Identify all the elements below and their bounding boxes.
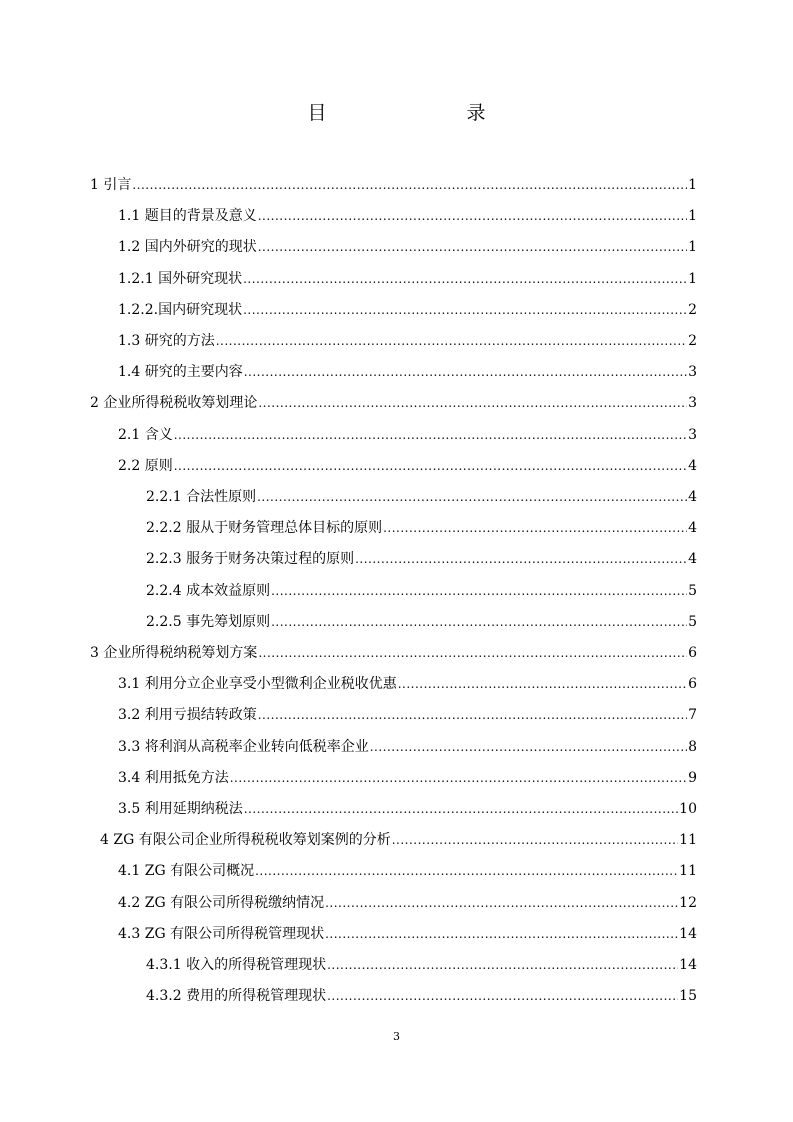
toc-entry-label: 3.4 利用抵免方法 xyxy=(118,769,229,786)
toc-leader-dots xyxy=(132,176,687,194)
toc-entry-page: 14 xyxy=(679,957,697,973)
toc-leader-dots xyxy=(257,488,687,506)
toc-entry[interactable] xyxy=(118,792,697,818)
toc-entry-label: 1.1 题目的背景及意义 xyxy=(118,208,257,225)
toc-leader-dots xyxy=(255,862,678,880)
toc-entry-label: 3.5 利用延期纳税法 xyxy=(118,801,243,817)
toc-leader-dots xyxy=(258,207,687,225)
toc-entry-label: 3.3 将利润从高税率企业转向低税率企业 xyxy=(118,738,369,755)
toc-entry[interactable] xyxy=(118,262,697,288)
toc-entry-page: 8 xyxy=(688,738,697,755)
toc-entry[interactable] xyxy=(146,542,697,568)
toc-entry-page: 12 xyxy=(679,894,697,911)
toc-entry-label: 1.4 研究的主要内容 xyxy=(118,364,243,381)
toc-leader-dots xyxy=(244,800,678,818)
toc-entry-page: 6 xyxy=(688,676,697,693)
toc-entry-label: 4.2 ZG 有限公司所得税缴纳情况 xyxy=(118,894,325,911)
toc-entry[interactable] xyxy=(118,886,697,912)
toc-leader-dots xyxy=(258,706,687,724)
toc-entry-label: 4.3.1 收入的所得税管理现状 xyxy=(146,957,327,973)
toc-entry[interactable] xyxy=(118,917,697,943)
toc-entry-page: 4 xyxy=(688,489,697,505)
toc-entry-page: 5 xyxy=(688,613,697,630)
toc-leader-dots xyxy=(230,769,687,787)
toc-entry[interactable] xyxy=(118,698,697,724)
toc-leader-dots xyxy=(392,831,678,849)
toc-leader-dots xyxy=(258,238,687,256)
page-number: 3 xyxy=(393,1030,400,1043)
toc-leader-dots xyxy=(398,675,687,693)
toc-entry[interactable] xyxy=(90,168,697,194)
toc-entry-page: 1 xyxy=(688,177,697,193)
toc-entry-page: 5 xyxy=(688,582,697,599)
toc-entry[interactable] xyxy=(146,511,697,537)
toc-leader-dots xyxy=(258,394,687,412)
toc-leader-dots xyxy=(325,925,678,943)
toc-entry[interactable] xyxy=(146,948,697,974)
toc-entry-label: 2.2 原则 xyxy=(118,457,173,474)
toc-leader-dots xyxy=(271,582,687,600)
toc-entry[interactable] xyxy=(118,667,697,693)
toc-leader-dots xyxy=(244,363,687,381)
toc-entry[interactable] xyxy=(118,449,697,475)
toc-entry-page: 2 xyxy=(688,301,697,318)
toc-leader-dots xyxy=(327,956,678,974)
toc-entry-label: 1.3 研究的方法 xyxy=(118,333,215,349)
toc-entry-label: 4 ZG 有限公司企业所得税税收筹划案例的分析 xyxy=(100,832,391,849)
toc-entry-label: 2.2.1 合法性原则 xyxy=(146,489,257,505)
toc-entry[interactable] xyxy=(118,761,697,787)
toc-entry-page: 2 xyxy=(688,333,697,349)
toc-entry[interactable] xyxy=(146,574,697,600)
toc-entry-page: 9 xyxy=(688,769,697,786)
toc-entry[interactable] xyxy=(90,636,697,662)
toc-entry-label: 2.1 含义 xyxy=(118,426,173,443)
toc-entry[interactable] xyxy=(118,355,697,381)
toc-entry-label: 4.3 ZG 有限公司所得税管理现状 xyxy=(118,925,325,942)
toc-entry-page: 1 xyxy=(688,239,697,256)
toc-entry-page: 1 xyxy=(688,270,697,287)
toc-leader-dots xyxy=(327,987,678,1005)
toc-leader-dots xyxy=(216,332,687,350)
toc-entry-page: 1 xyxy=(688,208,697,225)
toc-entry-label: 2 企业所得税税收筹划理论 xyxy=(90,395,258,412)
toc-entry-label: 3.1 利用分立企业享受小型微利企业税收优惠 xyxy=(118,676,397,693)
toc-leader-dots xyxy=(243,270,687,288)
toc-entry-page: 3 xyxy=(688,395,697,412)
toc-entry-page: 11 xyxy=(679,832,697,849)
toc-leader-dots xyxy=(174,457,687,475)
toc-entry-page: 10 xyxy=(679,801,697,817)
toc-entry-page: 6 xyxy=(688,645,697,661)
toc-entry-page: 3 xyxy=(688,426,697,443)
toc-entry-label: 1.2.1 国外研究现状 xyxy=(118,270,243,287)
toc-entry[interactable] xyxy=(146,480,697,506)
toc-entry-label: 2.2.2 服从于财务管理总体目标的原则 xyxy=(146,520,383,537)
toc-entry-label: 1.2.2.国内研究现状 xyxy=(118,301,243,318)
toc-entry[interactable] xyxy=(118,199,697,225)
toc-entry[interactable] xyxy=(118,293,697,319)
toc-entry-label: 1.2 国内外研究的现状 xyxy=(118,239,257,256)
toc-entry-page: 15 xyxy=(679,988,697,1005)
toc-leader-dots xyxy=(355,550,687,568)
toc-entry[interactable] xyxy=(146,605,697,631)
toc-entry[interactable] xyxy=(118,324,697,350)
toc-entry[interactable] xyxy=(118,418,697,444)
toc-entry[interactable] xyxy=(146,979,697,1005)
toc-entry-page: 3 xyxy=(688,364,697,381)
toc-leader-dots xyxy=(383,519,687,537)
toc-entry-label: 3 企业所得税纳税筹划方案 xyxy=(90,645,258,661)
toc-entry-label: 2.2.5 事先筹划原则 xyxy=(146,613,271,630)
toc-entry[interactable] xyxy=(118,730,697,756)
toc-entry-label: 4.3.2 费用的所得税管理现状 xyxy=(146,988,327,1005)
toc-title: 目 录 xyxy=(307,102,520,124)
toc-entry-label: 4.1 ZG 有限公司概况 xyxy=(118,863,255,880)
toc-entry-label: 1 引言 xyxy=(90,177,132,193)
toc-entry-page: 4 xyxy=(688,520,697,537)
toc-entry[interactable] xyxy=(100,823,697,849)
toc-entry-label: 2.2.4 成本效益原则 xyxy=(146,582,271,599)
toc-entry-page: 7 xyxy=(688,707,697,724)
toc-leader-dots xyxy=(258,644,687,662)
toc-leader-dots xyxy=(325,894,678,912)
toc-entry[interactable] xyxy=(118,230,697,256)
toc-entry-page: 4 xyxy=(688,457,697,474)
toc-entry-label: 3.2 利用亏损结转政策 xyxy=(118,707,257,724)
toc-entry-label: 2.2.3 服务于财务决策过程的原则 xyxy=(146,551,355,568)
toc-leader-dots xyxy=(174,426,687,444)
toc-leader-dots xyxy=(370,738,687,756)
toc-entry[interactable] xyxy=(118,854,697,880)
toc-entry[interactable] xyxy=(90,386,697,412)
toc-leader-dots xyxy=(271,613,687,631)
toc-entry-page: 11 xyxy=(679,863,697,880)
toc-entry-page: 14 xyxy=(679,925,697,942)
toc-entry-page: 4 xyxy=(688,551,697,568)
toc-leader-dots xyxy=(243,301,687,319)
